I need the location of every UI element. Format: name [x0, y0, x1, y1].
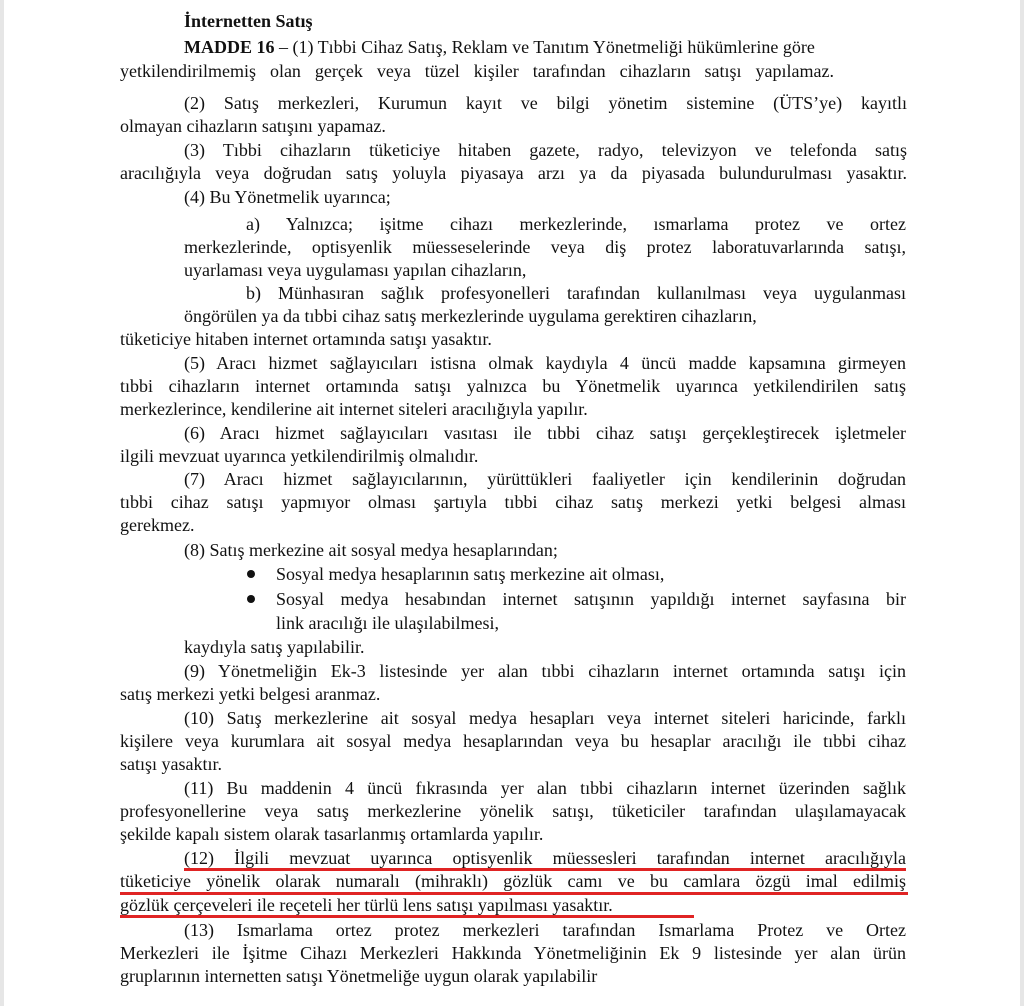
bullet-dot: [247, 570, 255, 578]
paragraph-11-line-3: şekilde kapalı sistem olarak tasarlanmış ortamlarda yapılır.: [120, 824, 544, 844]
paragraph-4-line-last: tüketiciye hitaben internet ortamında satışı yasaktır.: [120, 329, 492, 349]
paragraph-13-line-1: (13) Ismarlama ortez protez merkezleri tarafından Ismarlama Protez ve Ortez: [184, 920, 906, 940]
paragraph-9-line-1: (9) Yönetmeliğin Ek-3 listesinde yer alan tıbbi cihazların internet ortamında satışı için: [184, 661, 906, 681]
paragraph-4-line-1: (4) Bu Yönetmelik uyarınca;: [184, 187, 391, 207]
paragraph-11-line-1: (11) Bu maddenin 4 üncü fıkrasında yer alan tıbbi cihazların internet üzerinden sağlık: [184, 778, 906, 798]
paragraph-8-line-1: (8) Satış merkezine ait sosyal medya hesaplarından;: [184, 540, 558, 560]
red-underline-2: [120, 892, 908, 895]
paragraph-8-bullet-2-line-2: link aracılığı ile ulaşılabilmesi,: [276, 613, 499, 633]
paragraph-12-line-2: tüketiciye yönelik olarak numaralı (mihraklı) gözlük camı ve bu camlara özgü imal edilmiş: [120, 871, 906, 891]
paragraph-9-line-2: satış merkezi yetki belgesi aranmaz.: [120, 684, 381, 704]
paragraph-3-line-2: aracılığıyla veya doğrudan satış yoluyla piyasaya arzı ya da piyasada bulundurulması yasaktır.: [120, 163, 907, 183]
paragraph-4-item-a-line-2: merkezlerinde, optisyenlik müesseselerinde veya diş protez laboratuvarlarında satışı,: [184, 237, 906, 257]
section-title: İnternetten Satış: [184, 11, 313, 31]
paragraph-5-line-3: merkezlerince, kendilerine ait internet siteleri aracılığıyla yapılır.: [120, 399, 588, 419]
paragraph-11-line-2: profesyonellerine veya satış merkezlerine yönelik satışı, tüketiciler tarafından ulaşılamayacak: [120, 801, 906, 821]
paragraph-4-item-b-line-1: b) Münhasıran sağlık profesyonelleri tarafından kullanılması veya uygulanması: [246, 283, 906, 303]
paragraph-5-line-1: (5) Aracı hizmet sağlayıcıları istisna olmak kaydıyla 4 üncü madde kapsamına girmeyen: [184, 353, 906, 373]
paragraph-10-line-3: satışı yasaktır.: [120, 754, 222, 774]
paragraph-12-line-3: gözlük çerçeveleri ile reçeteli her türlü lens satışı yapılması yasaktır.: [120, 895, 613, 915]
paragraph-13-line-2: Merkezleri ile İşitme Cihazı Merkezleri Hakkında Yönetmeliğinin Ek 9 listesinde yer alan ürün: [120, 943, 906, 963]
paragraph-13-line-3: gruplarının internetten satışı Yönetmeliğe uygun olarak yapılabilir: [120, 966, 598, 986]
paragraph-3-line-1: (3) Tıbbi cihazların tüketiciye hitaben gazete, radyo, televizyon ve telefonda satış: [184, 140, 907, 160]
paragraph-4-item-b-line-2: öngörülen ya da tıbbi cihaz satış merkezlerinde uygulama gerektiren cihazların,: [184, 306, 757, 326]
paragraph-5-line-2: tıbbi cihazların internet ortamında satışı yalnızca bu Yönetmelik uyarınca yetkilendirilen satış: [120, 376, 906, 396]
paragraph-4-item-a-line-1: a) Yalnızca; işitme cihazı merkezlerinde, ısmarlama protez ve ortez: [246, 214, 906, 234]
madde-label: MADDE 16: [184, 37, 275, 57]
paragraph-2-line-1: (2) Satış merkezleri, Kurumun kayıt ve bilgi yönetim sistemine (ÜTS’ye) kayıtlı: [184, 93, 907, 113]
paragraph-4-item-a-line-3: uyarlaması veya uygulaması yapılan cihazların,: [184, 260, 527, 280]
paragraph-6-line-1: (6) Aracı hizmet sağlayıcıları vasıtası ile tıbbi cihaz satışı gerçekleştirecek işletmeler: [184, 423, 906, 443]
paragraph-2-line-2: olmayan cihazların satışını yapamaz.: [120, 116, 386, 136]
paragraph-1-line-1: – (1) Tıbbi Cihaz Satış, Reklam ve Tanıtım Yönetmeliği hükümlerine göre: [279, 37, 815, 57]
bullet-dot: [247, 595, 255, 603]
paragraph-8-bullet-2-line-1: Sosyal medya hesabından internet satışının yapıldığı internet sayfasına bir: [276, 589, 906, 609]
red-underline-1: [184, 868, 906, 871]
madde-16-line: [184, 36, 907, 59]
paragraph-12-line-1: (12) İlgili mevzuat uyarınca optisyenlik müessesleri tarafından internet aracılığıyla: [184, 848, 906, 868]
paragraph-8-line-last: kaydıyla satış yapılabilir.: [184, 637, 365, 657]
paragraph-7-line-1: (7) Aracı hizmet sağlayıcılarının, yürüttükleri faaliyetler için kendilerinin doğrudan: [184, 469, 906, 489]
paragraph-1-line-2: yetkilendirilmemiş olan gerçek veya tüzel kişiler tarafından cihazların satışı yapılamaz.: [120, 61, 834, 81]
paragraph-8-bullet-1: Sosyal medya hesaplarının satış merkezine ait olması,: [276, 564, 665, 584]
paragraph-7-line-2: tıbbi cihaz satışı yapmıyor olması şartıyla tıbbi cihaz satış merkezi yetki belgesi alması: [120, 492, 906, 512]
paragraph-10-line-1: (10) Satış merkezlerine ait sosyal medya hesapları veya internet siteleri haricinde, farklı: [184, 708, 906, 728]
paragraph-7-line-3: gerekmez.: [120, 515, 195, 535]
paragraph-10-line-2: kişilere veya kurumlara ait sosyal medya hesaplarından veya bu hesaplar aracılığı ile tıbbi cihaz: [120, 731, 906, 751]
paragraph-6-line-2: ilgili mevzuat uyarınca yetkilendirilmiş olmalıdır.: [120, 446, 479, 466]
red-underline-3: [120, 915, 694, 918]
